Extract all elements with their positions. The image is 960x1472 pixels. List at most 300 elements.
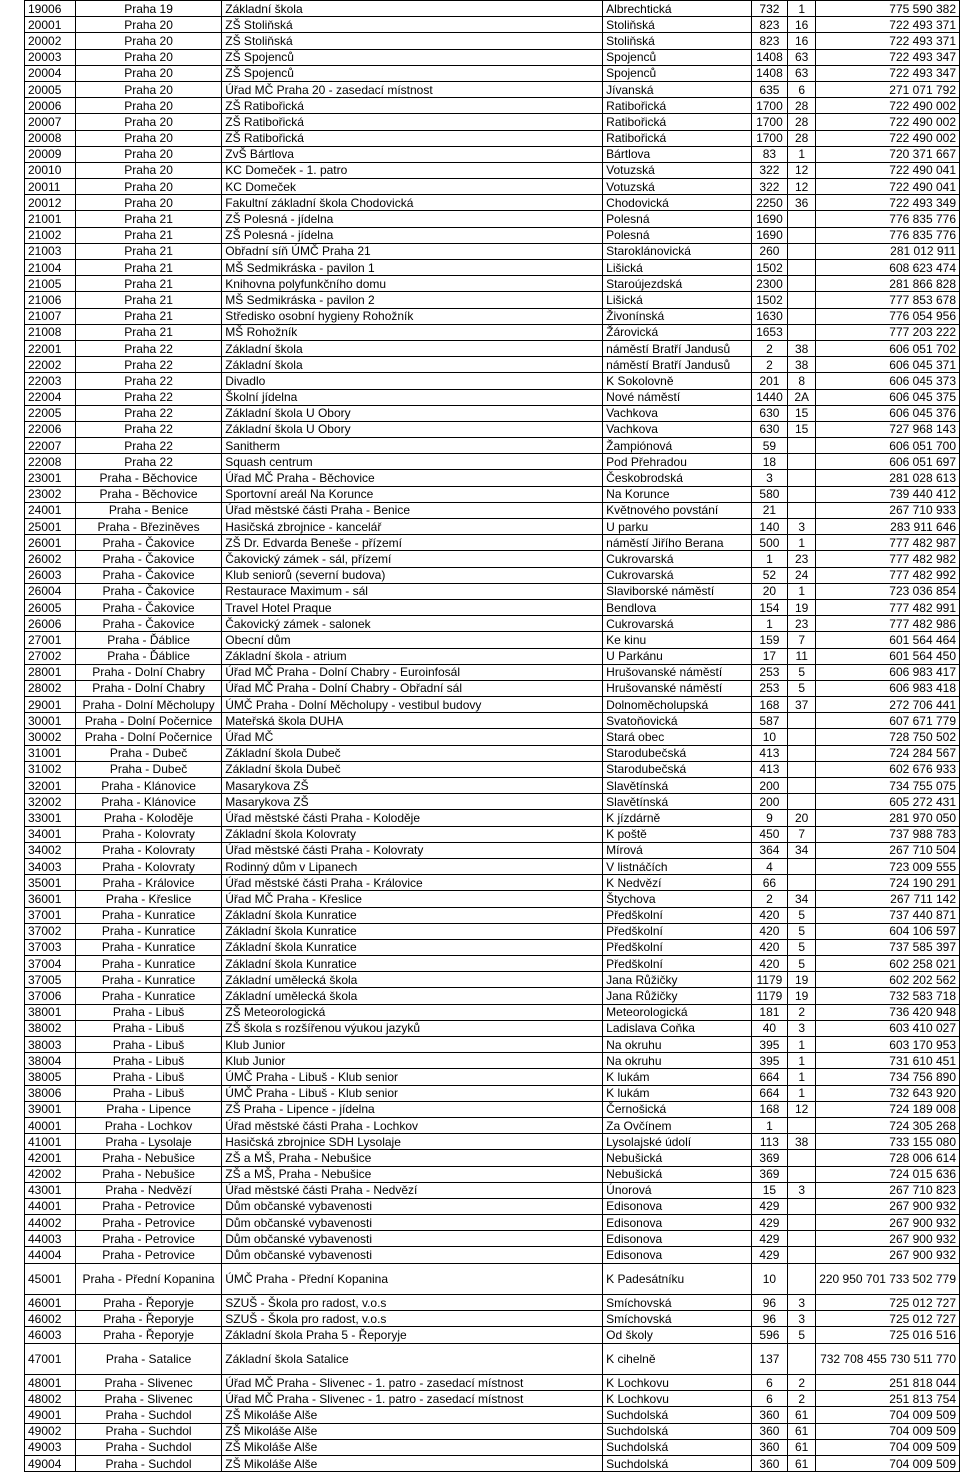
venue-cell: Základní škola Satalice [222,1343,603,1374]
station-id-cell: 20007 [25,114,76,130]
house-number-cell: 2300 [751,276,788,292]
orientation-number-cell [788,875,816,891]
venue-cell: ZŠ Polesná - jídelna [222,227,603,243]
district-cell: Praha - Nebušice [75,1150,221,1166]
phone-cell: 722 493 371 [816,17,960,33]
orientation-number-cell [788,1150,816,1166]
district-cell: Praha 20 [75,179,221,195]
table-row [25,1327,960,1343]
table-row [25,1037,960,1053]
venue-cell: KC Domeček - 1. patro [222,162,603,178]
street-cell: Svatoňovická [603,713,751,729]
venue-cell: ZŠ Dr. Edvarda Beneše - přízemí [222,535,603,551]
house-number-cell: 429 [751,1215,788,1231]
station-id-cell: 49002 [25,1423,76,1439]
phone-cell: 722 493 347 [816,65,960,81]
district-cell: Praha - Křeslice [75,891,221,907]
orientation-number-cell [788,454,816,470]
street-cell: Žárovická [603,324,751,340]
table-row [25,1085,960,1101]
district-cell: Praha - Čakovice [75,551,221,567]
orientation-number-cell: 38 [788,357,816,373]
station-id-cell: 20002 [25,33,76,49]
station-id-cell: 25001 [25,519,76,535]
street-cell: Suchdolská [603,1455,751,1471]
street-cell: Stoliňská [603,17,751,33]
phone-cell: 725 016 516 [816,1327,960,1343]
table-row [25,875,960,891]
station-id-cell: 29001 [25,697,76,713]
orientation-number-cell [788,745,816,761]
station-id-cell: 21004 [25,260,76,276]
street-cell: Stoliňská [603,33,751,49]
district-cell: Praha 20 [75,33,221,49]
street-cell: Nebušická [603,1166,751,1182]
station-id-cell: 47001 [25,1343,76,1374]
phone-cell: 606 983 417 [816,664,960,680]
district-cell: Praha - Kunratice [75,907,221,923]
orientation-number-cell [788,858,816,874]
house-number-cell: 21 [751,502,788,518]
house-number-cell: 52 [751,567,788,583]
venue-cell: MŠ Rohožník [222,324,603,340]
orientation-number-cell [788,1215,816,1231]
phone-cell: 722 493 347 [816,49,960,65]
street-cell: U Parkánu [603,648,751,664]
station-id-cell: 45001 [25,1263,76,1294]
house-number-cell: 360 [751,1455,788,1471]
phone-cell: 606 045 371 [816,357,960,373]
orientation-number-cell [788,1166,816,1182]
street-cell: K poště [603,826,751,842]
polling-stations-table [24,0,960,1472]
phone-cell: 602 202 562 [816,972,960,988]
street-cell: Spojenců [603,65,751,81]
venue-cell: Dům občanské vybavenosti [222,1215,603,1231]
street-cell: Polesná [603,211,751,227]
table-row [25,1215,960,1231]
district-cell: Praha - Dolní Počernice [75,729,221,745]
venue-cell: Čakovický zámek - sál, přízemí [222,551,603,567]
venue-cell: Základní škola U Obory [222,405,603,421]
street-cell: K cihelně [603,1343,751,1374]
table-row [25,340,960,356]
station-id-cell: 26002 [25,551,76,567]
orientation-number-cell: 63 [788,65,816,81]
district-cell: Praha - Dolní Počernice [75,713,221,729]
table-row [25,260,960,276]
table-row [25,583,960,599]
street-cell: Slavětínská [603,794,751,810]
district-cell: Praha - Libuš [75,1004,221,1020]
venue-cell: Úřad MČ Praha - Slivenec - 1. patro - zasedací místnost [222,1374,603,1390]
venue-cell: Travel Hotel Praque [222,599,603,615]
station-id-cell: 35001 [25,875,76,891]
phone-cell: 251 818 044 [816,1374,960,1390]
orientation-number-cell [788,1263,816,1294]
street-cell: Dolnoměcholupská [603,697,751,713]
street-cell: Na Korunce [603,486,751,502]
orientation-number-cell: 1 [788,1069,816,1085]
district-cell: Praha - Čakovice [75,599,221,615]
venue-cell: Hasičská zbrojnice SDH Lysolaje [222,1134,603,1150]
district-cell: Praha - Kunratice [75,939,221,955]
house-number-cell: 6 [751,1391,788,1407]
district-cell: Praha - Libuš [75,1085,221,1101]
house-number-cell: 580 [751,486,788,502]
phone-cell: 604 106 597 [816,923,960,939]
street-cell: K Lochkovu [603,1374,751,1390]
venue-cell: Úřad MČ Praha 20 - zasedací místnost [222,81,603,97]
table-row [25,1439,960,1455]
house-number-cell: 2 [751,340,788,356]
orientation-number-cell [788,1231,816,1247]
table-row [25,502,960,518]
phone-cell: 603 170 953 [816,1037,960,1053]
phone-cell: 281 866 828 [816,276,960,292]
station-id-cell: 44002 [25,1215,76,1231]
street-cell: Smíchovská [603,1311,751,1327]
orientation-number-cell [788,502,816,518]
house-number-cell: 429 [751,1247,788,1263]
street-cell: Bártlova [603,146,751,162]
station-id-cell: 22002 [25,357,76,373]
orientation-number-cell: 15 [788,405,816,421]
table-row [25,1231,960,1247]
orientation-number-cell: 28 [788,98,816,114]
table-row [25,567,960,583]
station-id-cell: 20004 [25,65,76,81]
house-number-cell: 1502 [751,260,788,276]
table-row [25,17,960,33]
orientation-number-cell: 19 [788,599,816,615]
house-number-cell: 2 [751,891,788,907]
phone-cell: 267 710 933 [816,502,960,518]
venue-cell: Divadlo [222,373,603,389]
street-cell: Ratibořická [603,98,751,114]
street-cell: Votuzská [603,179,751,195]
phone-cell: 725 012 727 [816,1295,960,1311]
station-id-cell: 46003 [25,1327,76,1343]
station-id-cell: 27002 [25,648,76,664]
district-cell: Praha 22 [75,438,221,454]
venue-cell: ZŠ Spojenců [222,49,603,65]
table-row [25,1101,960,1117]
phone-cell: 606 045 376 [816,405,960,421]
street-cell: Štychova [603,891,751,907]
venue-cell: Základní škola Dubeč [222,761,603,777]
venue-cell: Úřad MČ Praha - Běchovice [222,470,603,486]
house-number-cell: 154 [751,599,788,615]
table-row [25,357,960,373]
phone-cell: 601 564 450 [816,648,960,664]
house-number-cell: 322 [751,179,788,195]
venue-cell: Základní škola Kunratice [222,939,603,955]
phone-cell: 607 671 779 [816,713,960,729]
district-cell: Praha - Petrovice [75,1215,221,1231]
street-cell: K Lochkovu [603,1391,751,1407]
house-number-cell: 360 [751,1423,788,1439]
house-number-cell: 2250 [751,195,788,211]
house-number-cell: 10 [751,1263,788,1294]
street-cell: Bendlova [603,599,751,615]
table-row [25,972,960,988]
street-cell: Suchdolská [603,1423,751,1439]
phone-cell: 776 835 776 [816,227,960,243]
district-cell: Praha - Nebušice [75,1166,221,1182]
house-number-cell: 1653 [751,324,788,340]
orientation-number-cell [788,1198,816,1214]
house-number-cell: 200 [751,794,788,810]
venue-cell: Základní škola Dubeč [222,745,603,761]
orientation-number-cell: 19 [788,972,816,988]
venue-cell: Dům občanské vybavenosti [222,1198,603,1214]
venue-cell: ZŠ a MŠ, Praha - Nebušice [222,1166,603,1182]
venue-cell: Úřad MČ Praha - Dolní Chabry - Obřadní sál [222,680,603,696]
station-id-cell: 38005 [25,1069,76,1085]
phone-cell: 704 009 509 [816,1455,960,1471]
district-cell: Praha 22 [75,340,221,356]
district-cell: Praha - Čakovice [75,583,221,599]
street-cell: Ratibořická [603,130,751,146]
table-row [25,1247,960,1263]
station-id-cell: 28001 [25,664,76,680]
house-number-cell: 413 [751,745,788,761]
district-cell: Praha 20 [75,49,221,65]
orientation-number-cell: 34 [788,842,816,858]
table-row [25,81,960,97]
district-cell: Praha 20 [75,162,221,178]
orientation-number-cell: 63 [788,49,816,65]
house-number-cell: 360 [751,1407,788,1423]
orientation-number-cell: 23 [788,551,816,567]
street-cell: K lukám [603,1069,751,1085]
street-cell: V listnáčích [603,858,751,874]
street-cell: Suchdolská [603,1407,751,1423]
station-id-cell: 23002 [25,486,76,502]
table-row [25,1455,960,1471]
district-cell: Praha - Březiněves [75,519,221,535]
street-cell: Pod Přehradou [603,454,751,470]
phone-cell: 722 490 002 [816,98,960,114]
table-row [25,956,960,972]
station-id-cell: 34002 [25,842,76,858]
phone-cell: 722 493 349 [816,195,960,211]
venue-cell: Základní umělecká škola [222,972,603,988]
district-cell: Praha 20 [75,65,221,81]
station-id-cell: 38002 [25,1020,76,1036]
house-number-cell: 587 [751,713,788,729]
phone-cell: 220 950 701 733 502 779 [816,1263,960,1294]
venue-cell: Klub Junior [222,1053,603,1069]
table-row [25,745,960,761]
venue-cell: ZŠ Ratibořická [222,114,603,130]
district-cell: Praha - Dubeč [75,745,221,761]
venue-cell: Masarykova ZŠ [222,794,603,810]
district-cell: Praha - Dolní Chabry [75,664,221,680]
table-row [25,114,960,130]
street-cell: Chodovická [603,195,751,211]
orientation-number-cell: 6 [788,81,816,97]
phone-cell: 267 900 932 [816,1198,960,1214]
table-row [25,98,960,114]
district-cell: Praha 22 [75,421,221,437]
orientation-number-cell: 5 [788,1327,816,1343]
table-row [25,179,960,195]
phone-cell: 272 706 441 [816,697,960,713]
station-id-cell: 20011 [25,179,76,195]
venue-cell: Základní škola Kunratice [222,956,603,972]
phone-cell: 724 284 567 [816,745,960,761]
orientation-number-cell: 5 [788,923,816,939]
house-number-cell: 664 [751,1085,788,1101]
house-number-cell: 253 [751,680,788,696]
street-cell: Ke kinu [603,632,751,648]
street-cell: Černošická [603,1101,751,1117]
venue-cell: Úřad MČ Praha - Slivenec - 1. patro - zasedací místnost [222,1391,603,1407]
street-cell: Vachkova [603,405,751,421]
table-row [25,1343,960,1374]
station-id-cell: 38001 [25,1004,76,1020]
district-cell: Praha - Petrovice [75,1198,221,1214]
table-body [25,1,960,1472]
street-cell: Slavětínská [603,778,751,794]
phone-cell: 728 750 502 [816,729,960,745]
street-cell: Lišická [603,260,751,276]
house-number-cell: 168 [751,697,788,713]
station-id-cell: 34001 [25,826,76,842]
district-cell: Praha - Libuš [75,1037,221,1053]
table-row [25,130,960,146]
district-cell: Praha - Kolovraty [75,842,221,858]
station-id-cell: 31002 [25,761,76,777]
table-row [25,713,960,729]
station-id-cell: 30002 [25,729,76,745]
table-row [25,276,960,292]
street-cell: Předškolní [603,923,751,939]
house-number-cell: 732 [751,1,788,17]
phone-cell: 727 968 143 [816,421,960,437]
orientation-number-cell: 28 [788,114,816,130]
venue-cell: Squash centrum [222,454,603,470]
orientation-number-cell: 12 [788,1101,816,1117]
orientation-number-cell: 36 [788,195,816,211]
district-cell: Praha 20 [75,146,221,162]
phone-cell: 724 190 291 [816,875,960,891]
table-row [25,405,960,421]
orientation-number-cell: 1 [788,583,816,599]
table-row [25,1374,960,1390]
venue-cell: Knihovna polyfunkčního domu [222,276,603,292]
district-cell: Praha 21 [75,260,221,276]
venue-cell: ZŠ Meteorologická [222,1004,603,1020]
house-number-cell: 1408 [751,49,788,65]
district-cell: Praha 21 [75,227,221,243]
station-id-cell: 19006 [25,1,76,17]
venue-cell: SZUŠ - Škola pro radost, v.o.s [222,1295,603,1311]
phone-cell: 776 835 776 [816,211,960,227]
venue-cell: Základní škola - atrium [222,648,603,664]
house-number-cell: 15 [751,1182,788,1198]
phone-cell: 267 711 142 [816,891,960,907]
venue-cell: Středisko osobní hygieny Rohožník [222,308,603,324]
table-row [25,324,960,340]
venue-cell: Čakovický zámek - salonek [222,616,603,632]
house-number-cell: 420 [751,939,788,955]
phone-cell: 732 708 455 730 511 770 [816,1343,960,1374]
table-row [25,195,960,211]
station-id-cell: 27001 [25,632,76,648]
orientation-number-cell: 1 [788,146,816,162]
district-cell: Praha 21 [75,292,221,308]
district-cell: Praha - Přední Kopanina [75,1263,221,1294]
station-id-cell: 37006 [25,988,76,1004]
station-id-cell: 48001 [25,1374,76,1390]
orientation-number-cell [788,243,816,259]
phone-cell: 777 203 222 [816,324,960,340]
venue-cell: ZŠ Ratibořická [222,98,603,114]
phone-cell: 602 258 021 [816,956,960,972]
house-number-cell: 4 [751,858,788,874]
house-number-cell: 1630 [751,308,788,324]
station-id-cell: 37004 [25,956,76,972]
table-row [25,1166,960,1182]
venue-cell: Úřad městské části Praha - Lochkov [222,1117,603,1133]
orientation-number-cell [788,292,816,308]
orientation-number-cell [788,211,816,227]
district-cell: Praha 21 [75,243,221,259]
station-id-cell: 20005 [25,81,76,97]
street-cell: Suchdolská [603,1439,751,1455]
house-number-cell: 395 [751,1037,788,1053]
district-cell: Praha - Slivenec [75,1391,221,1407]
house-number-cell: 159 [751,632,788,648]
district-cell: Praha - Slivenec [75,1374,221,1390]
orientation-number-cell: 1 [788,535,816,551]
street-cell: Hrušovanské náměstí [603,680,751,696]
station-id-cell: 21003 [25,243,76,259]
orientation-number-cell [788,1343,816,1374]
orientation-number-cell [788,486,816,502]
phone-cell: 732 583 718 [816,988,960,1004]
house-number-cell: 181 [751,1004,788,1020]
district-cell: Praha 22 [75,357,221,373]
street-cell: Staroklánovická [603,243,751,259]
station-id-cell: 38006 [25,1085,76,1101]
street-cell: Za Ovčínem [603,1117,751,1133]
house-number-cell: 1690 [751,211,788,227]
house-number-cell: 450 [751,826,788,842]
venue-cell: ÚMČ Praha - Libuš - Klub senior [222,1085,603,1101]
station-id-cell: 49004 [25,1455,76,1471]
district-cell: Praha - Ďáblice [75,632,221,648]
station-id-cell: 43001 [25,1182,76,1198]
house-number-cell: 18 [751,454,788,470]
table-row [25,810,960,826]
station-id-cell: 23001 [25,470,76,486]
district-cell: Praha - Libuš [75,1069,221,1085]
station-id-cell: 38004 [25,1053,76,1069]
district-cell: Praha - Královice [75,875,221,891]
street-cell: Slaviborské náměstí [603,583,751,599]
district-cell: Praha - Klánovice [75,794,221,810]
venue-cell: Obřadní síň ÚMČ Praha 21 [222,243,603,259]
orientation-number-cell: 20 [788,810,816,826]
phone-cell: 251 813 754 [816,1391,960,1407]
venue-cell: ZŠ Praha - Lipence - jídelna [222,1101,603,1117]
orientation-number-cell: 16 [788,17,816,33]
station-id-cell: 20001 [25,17,76,33]
